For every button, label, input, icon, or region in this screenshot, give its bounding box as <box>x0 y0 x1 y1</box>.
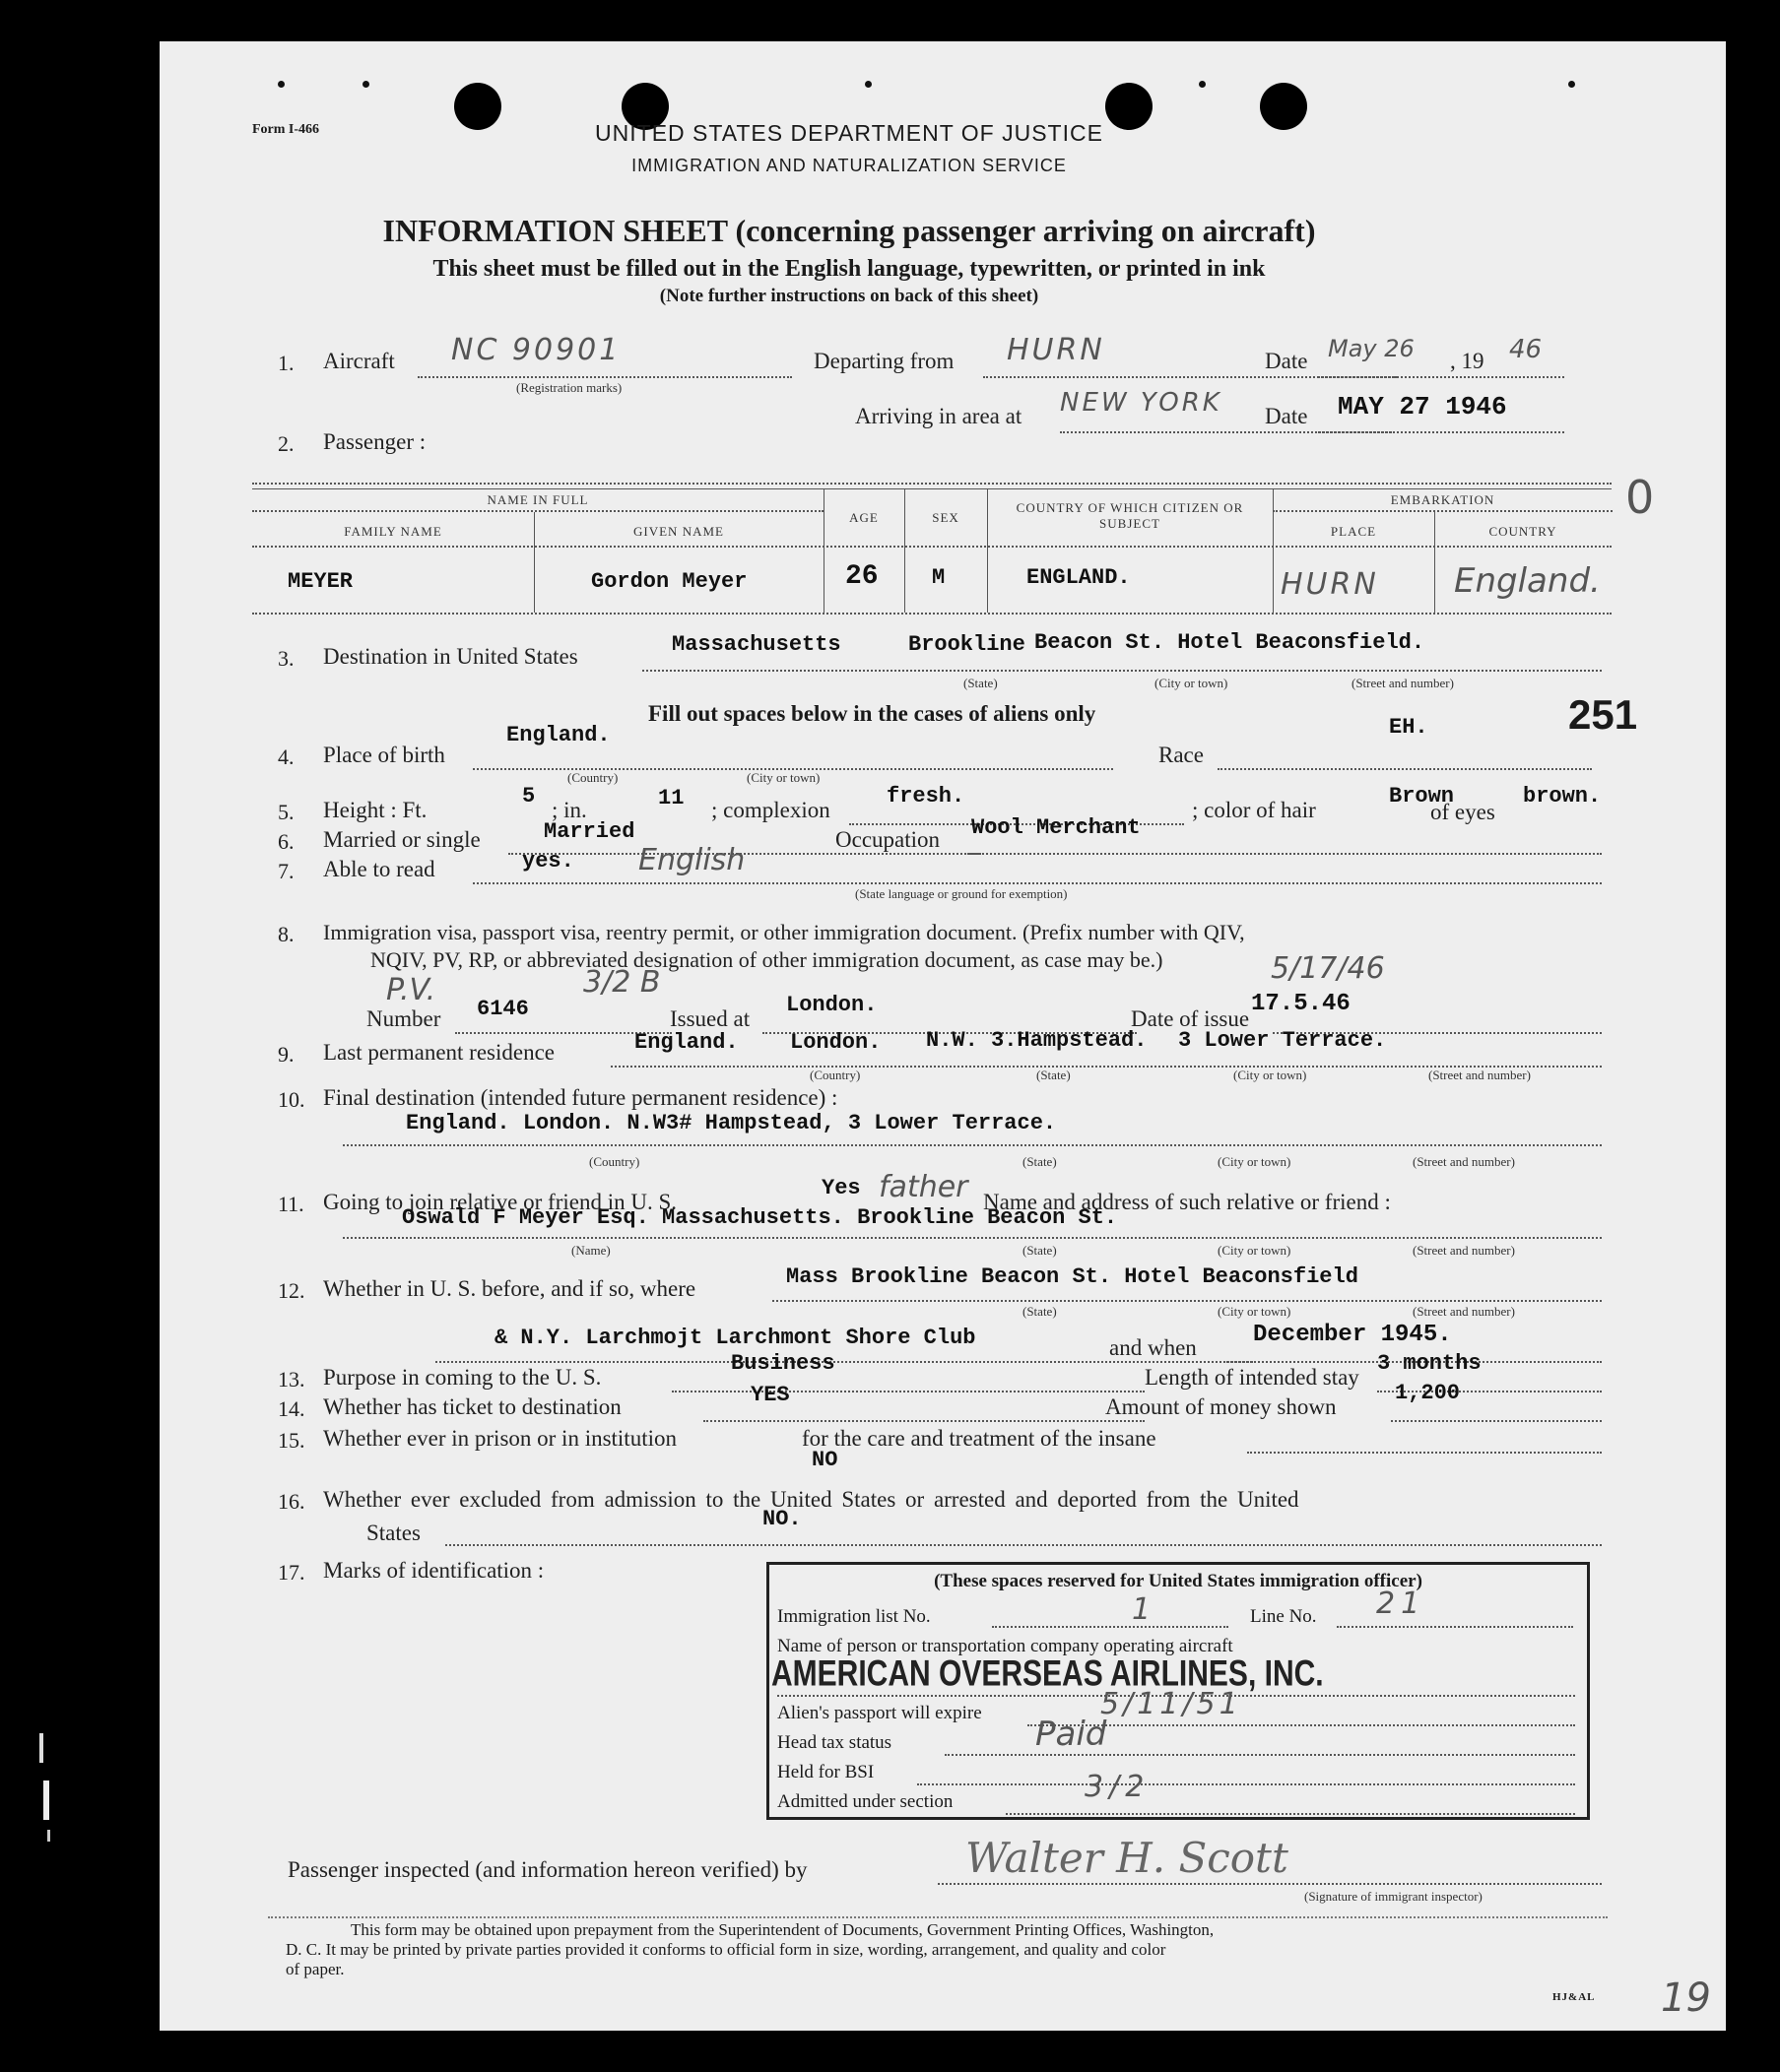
caption-city: (City or town) <box>747 770 821 785</box>
caption-name: (Name) <box>571 1243 611 1258</box>
relative-value: Oswald F Meyer Esq. Massachusetts. Brookline Beacon St. <box>402 1205 1118 1230</box>
occupation-line <box>967 853 1602 855</box>
punch-mark <box>1568 81 1575 88</box>
birthplace-value: England. <box>506 723 611 747</box>
note-text: (Note further instructions on back of this sheet) <box>659 286 1039 306</box>
table-rule <box>252 613 1612 615</box>
tax-value: Paid <box>1035 1715 1107 1754</box>
residence-state: London. <box>790 1030 882 1055</box>
excluded-label-2: States <box>366 1521 421 1545</box>
caption-state: (State) <box>1022 1243 1057 1258</box>
passport-value: 5/11/51 <box>1100 1687 1242 1721</box>
married-value: Married <box>544 819 635 844</box>
complexion-value: fresh. <box>887 784 965 809</box>
ticket-line <box>703 1420 1145 1422</box>
residence-label: Last permanent residence <box>323 1040 555 1065</box>
prison-label: Whether ever in prison or in institution <box>323 1426 677 1451</box>
item-number: 2. <box>278 431 295 456</box>
company-label: Name of person or transportation company operating aircraft <box>777 1636 1233 1656</box>
arrival-date-line <box>1318 431 1564 433</box>
page-mark: 19 <box>1661 1975 1711 2021</box>
edge-mark <box>43 1781 49 1820</box>
instruction-text: This sheet must be filled out in the English language, typewritten, or printed in ink <box>432 256 1266 282</box>
read-caption: (State language or ground for exemption) <box>855 886 1068 901</box>
stamp-number: 251 <box>1568 691 1638 738</box>
caption-street: (Street and number) <box>1428 1068 1531 1082</box>
aircraft-caption: (Registration marks) <box>516 380 623 395</box>
eyes-value: brown. <box>1523 784 1602 809</box>
occupation-value: Wool Merchant <box>971 815 1141 840</box>
punch-mark <box>865 81 872 88</box>
passenger-label: Passenger : <box>323 429 427 454</box>
punch-mark <box>278 81 285 88</box>
read-language: English <box>638 843 746 877</box>
arrival-date-label: Date <box>1265 404 1308 428</box>
section-value: 3/2 <box>1085 1770 1151 1804</box>
tax-line <box>945 1754 1575 1756</box>
table-rule <box>252 546 1612 548</box>
aircraft-value: NC 90901 <box>451 333 622 367</box>
caption-country: (Country) <box>567 770 619 785</box>
relative-hw: father <box>879 1170 968 1204</box>
table-rule <box>1273 510 1613 512</box>
inspector-signature: Walter H. Scott <box>965 1834 1288 1882</box>
money-value: 1,200 <box>1395 1381 1461 1405</box>
item-number: 17. <box>278 1560 305 1585</box>
table-rule <box>252 488 1612 489</box>
section-line <box>1006 1813 1575 1815</box>
date-label: Date <box>1265 349 1308 373</box>
footer-line-3: of paper. <box>286 1960 345 1978</box>
line-value: 21 <box>1376 1586 1426 1621</box>
footer-code: HJ&AL <box>1552 1991 1596 2003</box>
residence-street: 3 Lower Terrace. <box>1178 1028 1387 1053</box>
passport-line <box>1027 1724 1575 1726</box>
issued-label: Issued at <box>670 1006 751 1031</box>
place-cell: HURN <box>1281 567 1379 602</box>
edge-mark <box>47 1830 50 1842</box>
relative-yes: Yes <box>822 1176 861 1200</box>
caption-country: (Country) <box>589 1154 640 1169</box>
item-number: 10. <box>278 1087 305 1112</box>
prison-line <box>1247 1452 1602 1454</box>
caption-street: (Street and number) <box>1413 1243 1515 1258</box>
residence-city: N.W. 3.Hampstead. <box>926 1028 1148 1053</box>
caption-city: (City or town) <box>1154 676 1228 690</box>
item-number: 5. <box>278 800 295 824</box>
item-number: 14. <box>278 1396 305 1421</box>
item-number: 11. <box>278 1192 304 1216</box>
money-line <box>1391 1420 1602 1422</box>
edge-mark <box>39 1733 43 1763</box>
money-label: Amount of money shown <box>1105 1394 1337 1419</box>
final-destination-value: England. London. N.W3# Hampstead, 3 Lower Terrace. <box>406 1111 1057 1135</box>
list-line <box>992 1626 1228 1628</box>
destination-label: Destination in United States <box>323 644 578 669</box>
occupation-label: Occupation <box>835 827 941 852</box>
marks-label: Marks of identification : <box>323 1558 545 1583</box>
officer-box-title: (These spaces reserved for United States immigration officer) <box>934 1571 1422 1591</box>
footer-line-1: This form may be obtained upon prepayment from the Superintendent of Documents, Government Printing Offices, Washington, <box>351 1920 1215 1939</box>
race-line <box>1218 768 1592 770</box>
line-label: Line No. <box>1250 1606 1317 1627</box>
item-number: 4. <box>278 745 295 769</box>
caption-state: (State) <box>1022 1304 1057 1319</box>
punch-mark <box>363 81 369 88</box>
visa-date: 5/17/46 <box>1271 951 1385 986</box>
hair-label: ; color of hair <box>1192 798 1316 822</box>
item-number: 15. <box>278 1428 305 1453</box>
list-label: Immigration list No. <box>777 1606 931 1627</box>
header-sex: SEX <box>932 510 959 525</box>
bsi-label: Held for BSI <box>777 1762 875 1782</box>
caption-city: (City or town) <box>1218 1154 1291 1169</box>
item-number: 9. <box>278 1042 295 1067</box>
age-cell: 26 <box>845 561 879 592</box>
purpose-label: Purpose in coming to the U. S. <box>323 1365 602 1390</box>
height-feet: 5 <box>522 784 536 809</box>
when-value: December 1945. <box>1253 1322 1452 1348</box>
given-name-cell: Gordon Meyer <box>591 569 748 594</box>
aliens-only-heading: Fill out spaces below in the cases of aliens only <box>648 701 1096 726</box>
ticket-label: Whether has ticket to destination <box>323 1394 622 1419</box>
arriving-label: Arriving in area at <box>855 404 1022 428</box>
date-line <box>1318 376 1564 378</box>
header-family-name: FAMILY NAME <box>344 524 442 539</box>
visa-text-2: NQIV, PV, RP, or abbreviated designation of other immigration document, as case may be.) <box>370 947 1163 972</box>
when-label: and when <box>1109 1335 1197 1360</box>
item-number: 13. <box>278 1367 305 1392</box>
visa-number-value: 6146 <box>477 997 529 1021</box>
list-value: 1 <box>1132 1592 1152 1627</box>
arriving-value: NEW YORK <box>1060 388 1222 418</box>
departing-value: HURN <box>1007 333 1105 367</box>
signature-caption: (Signature of immigrant inspector) <box>1304 1889 1483 1904</box>
caption-state: (State) <box>1022 1154 1057 1169</box>
emb-country-cell: England. <box>1454 561 1601 601</box>
prior-visit-line-2 <box>435 1361 1253 1363</box>
final-destination-label: Final destination (intended future permanent residence) : <box>323 1085 838 1110</box>
sex-cell: M <box>932 565 946 590</box>
caption-street: (Street and number) <box>1351 676 1454 690</box>
issued-value: London. <box>786 993 878 1017</box>
prison-value: NO <box>812 1448 838 1472</box>
punch-mark <box>1199 81 1206 88</box>
eyes-label: of eyes <box>1430 800 1495 824</box>
citizen-cell: ENGLAND. <box>1026 565 1131 590</box>
stay-label: Length of intended stay <box>1145 1365 1359 1390</box>
aircraft-line <box>418 376 792 378</box>
item-number: 16. <box>278 1489 305 1514</box>
service-title: IMMIGRATION AND NATURALIZATION SERVICE <box>631 156 1067 175</box>
signature-line <box>938 1883 1602 1885</box>
footer-line-2: D. C. It may be printed by private parties provided it conforms to official form in size, wording, arrangement, and quality and color <box>286 1940 1166 1959</box>
table-rule <box>252 483 1612 485</box>
height-label: Height : Ft. <box>323 798 428 822</box>
visa-text-1: Immigration visa, passport visa, reentry permit, or other immigration document. (Prefix number with QIV, <box>323 920 1245 944</box>
item-number: 8. <box>278 922 295 946</box>
section-label: Admitted under section <box>777 1791 954 1812</box>
aircraft-label: Aircraft <box>323 349 395 373</box>
header-emb-country: COUNTRY <box>1488 524 1557 539</box>
married-label: Married or single <box>323 827 481 852</box>
stay-value: 3 months <box>1377 1351 1482 1376</box>
read-line <box>473 882 1602 884</box>
caption-city: (City or town) <box>1218 1304 1291 1319</box>
passport-label: Alien's passport will expire <box>777 1703 982 1723</box>
read-label: Able to read <box>323 857 435 881</box>
date-value: May 26 <box>1328 335 1415 362</box>
ticket-value: YES <box>751 1383 790 1407</box>
departing-label: Departing from <box>814 349 955 373</box>
officer-box <box>766 1562 1590 1820</box>
date-of-issue-value: 17.5.46 <box>1251 991 1351 1017</box>
caption-state: (State) <box>1036 1068 1071 1082</box>
destination-state: Massachusetts <box>672 632 841 657</box>
complexion-label: ; complexion <box>711 798 830 822</box>
race-label: Race <box>1158 743 1204 767</box>
footer-rule <box>268 1916 1608 1918</box>
caption-city: (City or town) <box>1218 1243 1291 1258</box>
header-given-name: GIVEN NAME <box>633 524 724 539</box>
prior-visit-label: Whether in U. S. before, and if so, where <box>323 1276 696 1301</box>
inspected-label: Passenger inspected (and information hereon verified) by <box>288 1857 808 1882</box>
item-number: 6. <box>278 829 295 854</box>
header-name-in-full: NAME IN FULL <box>487 492 589 507</box>
item-number: 7. <box>278 859 295 883</box>
prior-visit-value: Mass Brookline Beacon St. Hotel Beaconsfield <box>786 1264 1358 1289</box>
destination-city: Brookline <box>908 632 1025 657</box>
purpose-line <box>672 1391 1145 1392</box>
excluded-label: Whether ever excluded from admission to the United States or arrested and deported from the United <box>323 1487 1299 1512</box>
header-age: AGE <box>849 510 879 525</box>
year-prefix: , 19 <box>1450 349 1484 373</box>
caption-state: (State) <box>963 676 998 690</box>
excluded-line <box>445 1544 1602 1546</box>
margin-mark: 0 <box>1625 471 1655 524</box>
company-stamp: AMERICAN OVERSEAS AIRLINES, INC. <box>771 1653 1324 1695</box>
relative-line <box>343 1237 1602 1239</box>
caption-country: (Country) <box>810 1068 861 1082</box>
caption-city: (City or town) <box>1233 1068 1307 1082</box>
family-name-cell: MEYER <box>288 569 354 594</box>
birthplace-label: Place of birth <box>323 743 445 767</box>
inches-label: ; in. <box>552 798 587 822</box>
residence-country: England. <box>634 1030 739 1055</box>
prison-label-2: for the care and treatment of the insane <box>802 1426 1156 1451</box>
item-number: 12. <box>278 1278 305 1303</box>
line-no-line <box>1337 1626 1573 1628</box>
table-col-rule <box>904 488 905 613</box>
caption-street: (Street and number) <box>1413 1154 1515 1169</box>
excluded-value: NO. <box>762 1507 802 1531</box>
hair-value: Brown <box>1389 784 1455 809</box>
page-title: INFORMATION SHEET (concerning passenger arriving on aircraft) <box>382 213 1316 248</box>
purpose-value: Business <box>731 1351 835 1376</box>
caption-street: (Street and number) <box>1413 1304 1515 1319</box>
arrival-date-value: MAY 27 1946 <box>1338 392 1507 421</box>
header-place: PLACE <box>1330 524 1377 539</box>
date-of-issue-label: Date of issue <box>1131 1006 1250 1031</box>
header-embarkation: EMBARKATION <box>1390 492 1495 507</box>
item-number: 3. <box>278 646 295 671</box>
visa-section: 3/2 B <box>583 965 661 1000</box>
form-id: Form I-466 <box>252 122 320 137</box>
header-country-citizen: COUNTRY OF WHICH CITIZEN OR SUBJECT <box>1016 500 1244 531</box>
destination-line <box>642 670 1602 672</box>
tax-label: Head tax status <box>777 1732 892 1753</box>
relative-label: Going to join relative or friend in U. S. <box>323 1190 677 1214</box>
visa-prefix: P.V. <box>386 973 436 1007</box>
form-sheet <box>160 41 1726 2031</box>
prior-visit-value-2: & N.Y. Larchmojt Larchmont Shore Club <box>494 1326 976 1350</box>
bsi-line <box>917 1783 1575 1785</box>
item-number: 1. <box>278 351 295 375</box>
height-inches: 11 <box>658 786 685 810</box>
read-value: yes. <box>522 849 574 874</box>
table-col-rule <box>987 488 988 613</box>
prior-visit-line <box>772 1300 1602 1302</box>
final-destination-line <box>343 1144 1602 1146</box>
table-rule <box>252 510 824 512</box>
race-value: EH. <box>1389 715 1428 740</box>
visa-number-label: Number <box>366 1006 441 1031</box>
year-value: 46 <box>1509 335 1543 364</box>
relative-address-label: Name and address of such relative or friend : <box>983 1190 1391 1214</box>
destination-street: Beacon St. Hotel Beaconsfield. <box>1034 630 1425 655</box>
department-title: UNITED STATES DEPARTMENT OF JUSTICE <box>595 120 1103 146</box>
